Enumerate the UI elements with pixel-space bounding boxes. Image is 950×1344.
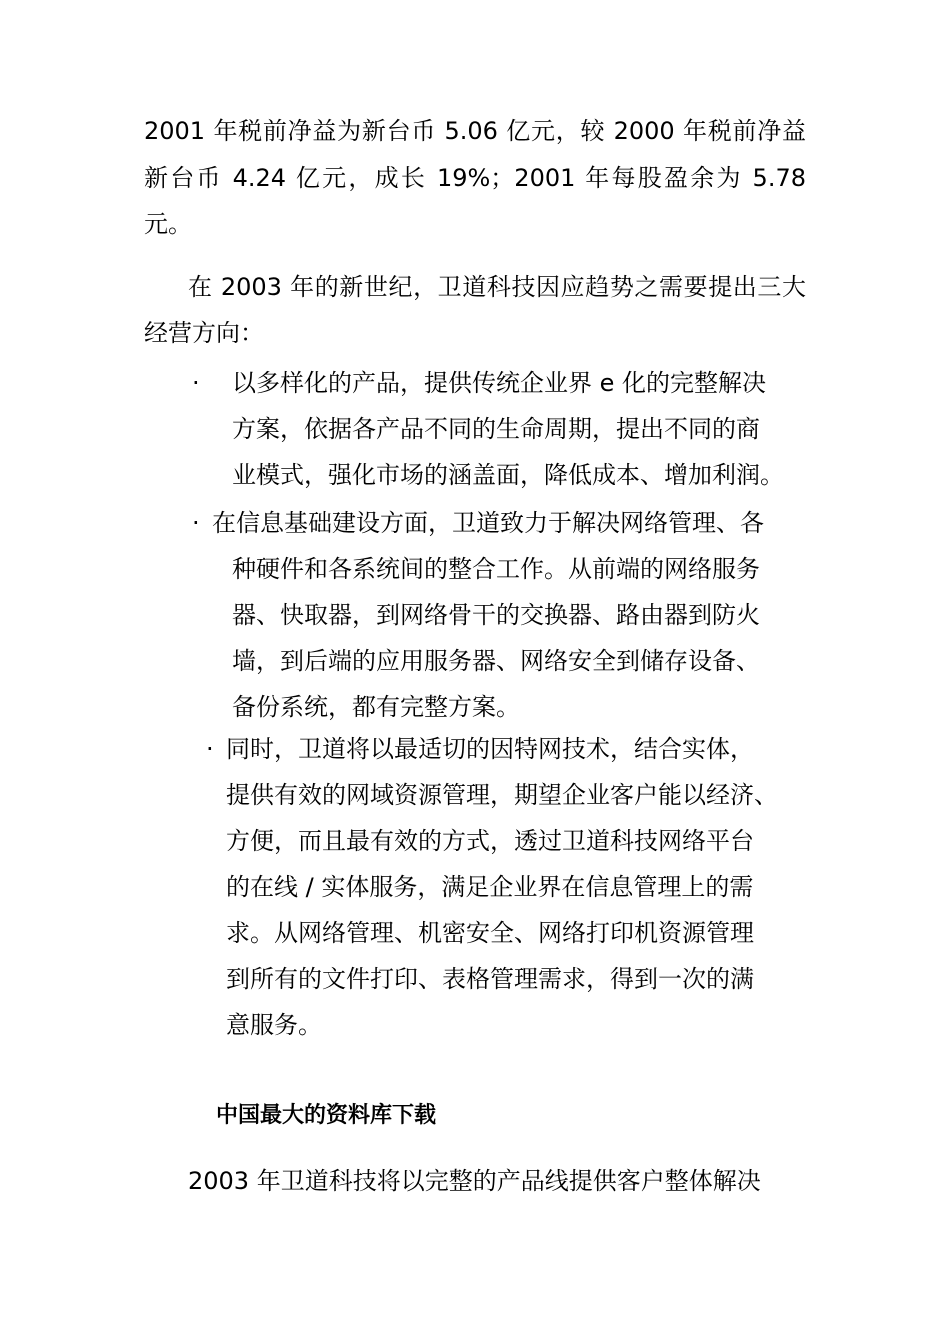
bullet-marker: · xyxy=(192,369,200,397)
bullet-line: 方便，而且最有效的方式，透过卫道科技网络平台 xyxy=(226,827,754,855)
bullet-line: 备份系统，都有完整方案。 xyxy=(232,693,520,721)
bullet-line: 提供有效的网域资源管理，期望企业客户能以经济、 xyxy=(226,781,778,809)
bullet-line: 种硬件和各系统间的整合工作。从前端的网络服务 xyxy=(232,555,760,583)
paragraph-2003-plan: 2003 年卫道科技将以完整的产品线提供客户整体解决 xyxy=(188,1167,761,1195)
bullet-line: 的在线 / 实体服务，满足企业界在信息管理上的需 xyxy=(226,873,754,901)
bullet-line: 墙，到后端的应用服务器、网络安全到储存设备、 xyxy=(232,647,760,675)
bullet-item-infrastructure xyxy=(192,500,806,730)
bullet-marker: · xyxy=(192,509,200,537)
bullet-first-line: 在信息基础建设方面，卫道致力于解决网络管理、各 xyxy=(212,509,764,537)
bullet-line: 器、快取器，到网络骨干的交换器、路由器到防火 xyxy=(232,601,760,629)
bullet-item-products xyxy=(192,360,806,498)
bullet-line: 业模式，强化市场的涵盖面，降低成本、增加利润。 xyxy=(232,461,784,489)
bullet-line: 求。从网络管理、机密安全、网络打印机资源管理 xyxy=(226,919,754,947)
bullet-line: 意服务。 xyxy=(226,1011,322,1039)
bullet-first-line: 同时，卫道将以最适切的因特网技术，结合实体， xyxy=(226,735,754,763)
section-heading: 中国最大的资料库下载 xyxy=(216,1103,437,1128)
bullet-first-line: 以多样化的产品，提供传统企业界 e 化的完整解决 xyxy=(232,369,767,397)
paragraph-strategy-intro: 在 2003 年的新世纪，卫道科技因应趋势之需要提出三大经营方向： xyxy=(144,273,806,347)
bullet-line: 到所有的文件打印、表格管理需求，得到一次的满 xyxy=(226,965,754,993)
bullet-item-internet xyxy=(206,726,818,1048)
bullet-marker: · xyxy=(206,735,214,763)
bullet-line: 方案，依据各产品不同的生命周期，提出不同的商 xyxy=(232,415,760,443)
paragraph-earnings: 2001 年税前净益为新台币 5.06 亿元，较 2000 年税前净益新台币 4.24 亿元，成长 19%；2001 年每股盈余为 5.78 元。 xyxy=(144,117,806,238)
